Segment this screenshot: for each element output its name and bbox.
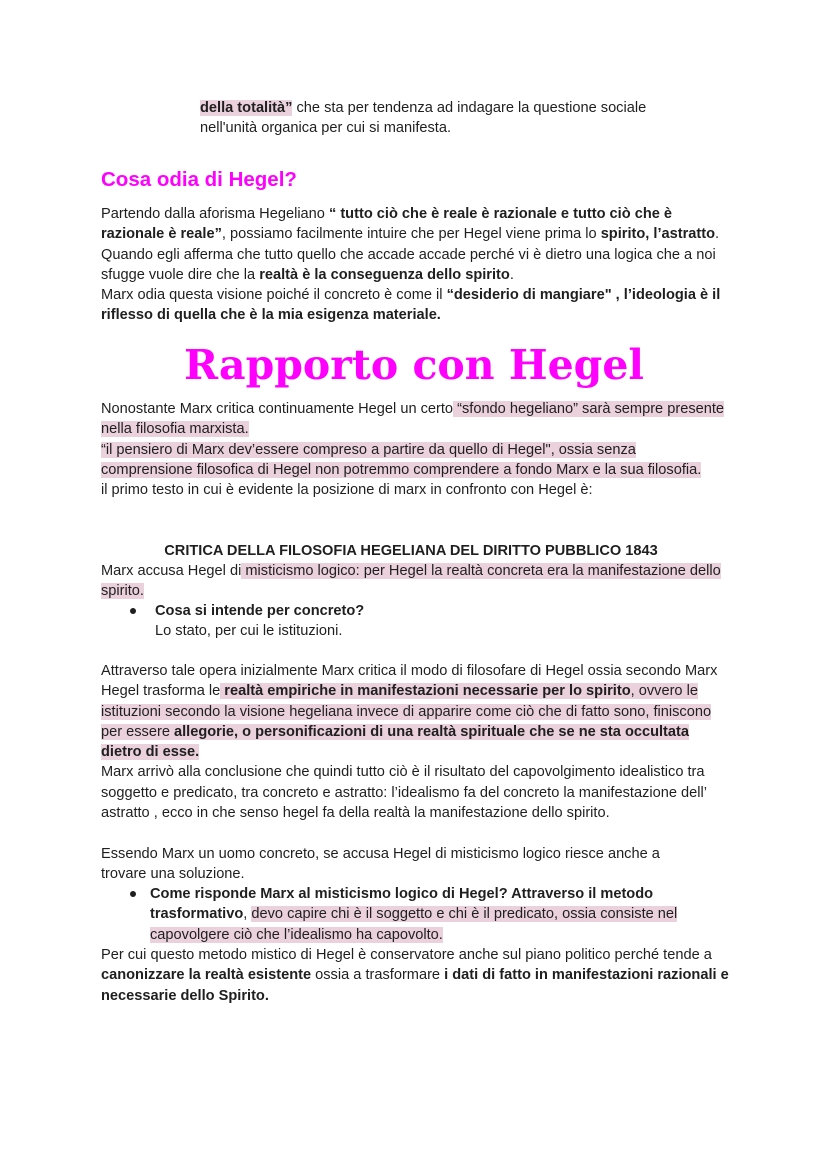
- section-heading-cosa-odia: Cosa odia di Hegel?: [101, 168, 297, 191]
- intro-paragraph: della totalità” che sta per tendenza ad indagare la questione sociale nell'unità organica per cui si manifesta.: [200, 100, 647, 137]
- section1-paragraph-1: Partendo dalla aforisma Hegeliano “ tutto ciò che è reale è razionale e tutto ciò che è razionale è reale”, possiamo facilmente intuire che per Hegel viene prima lo spirito, l’astratto. Quando egli afferma che tutto quello che accade accade perché vi è dietro una logica che a noi sfugge vuole dire che la realtà è la conseguenza dello spirito. Marx odia questa visione poiché il concreto è come il “desiderio di mangiare" , l’ideologia è il riflesso di quella che è la mia esigenza materiale.: [101, 206, 721, 324]
- section2-paragraph-1: Nonostante Marx critica continuamente Hegel un certo “sfondo hegeliano” sarà sempre presente nella filosofia marxista. “il pensiero di Marx dev’essere compreso a partire da quello di Hegel", ossia senza comprensione filosofica di Hegel non potremmo comprendere a fondo Marx e la sua filosofia. il primo testo in cui è evidente la posizione di marx in confronto con Hegel è:: [101, 401, 725, 499]
- bullet-concreto: Cosa si intende per concreto? Lo stato, per cui le istituzioni.: [155, 603, 365, 640]
- work-title: CRITICA DELLA FILOSOFIA HEGELIANA DEL DIRITTO PUBBLICO 1843: [164, 543, 658, 559]
- bullet-dot: [130, 608, 136, 614]
- section2-paragraph-soluzione: Essendo Marx un uomo concreto, se accusa Hegel di misticismo logico riesce anche a trovare una soluzione.: [101, 846, 660, 883]
- page-title-rapporto-con-hegel: Rapporto con Hegel: [184, 341, 644, 389]
- section2-paragraph-accusa: Marx accusa Hegel di misticismo logico: per Hegel la realtà concreta era la manifestazione dello spirito.: [101, 563, 721, 600]
- bullet-dot: [130, 891, 136, 897]
- intro-highlight: della totalità”: [200, 100, 293, 116]
- bullet-metodo-trasformativo: Come risponde Marx al misticismo logico di Hegel? Attraverso il metodo trasformativo, devo capire chi è il soggetto e chi è il predicato, ossia consiste nel capovolgere ciò che l’idealismo ha capovolto.: [150, 886, 678, 943]
- section2-paragraph-critica: Attraverso tale opera inizialmente Marx critica il modo di filosofare di Hegel ossia secondo Marx Hegel trasforma le realtà empiriche in manifestazioni necessarie per lo spirito, ovvero le istituzioni secondo la visione hegeliana invece di apparire come ciò che di fatto sono, finiscono per essere allegorie, o personificazioni di una realtà spirituale che se ne sta occultata dietro di esse. Marx arrivò alla conclusione che quindi tutto ciò è il risultato del capovolgimento idealistico tra soggetto e predicato, tra concreto e astratto: l’idealismo fa del concreto la manifestazione dell’ astratto , ecco in che senso hegel fa della realtà la manifestazione dello spirito.: [101, 663, 718, 822]
- section2-paragraph-conservatore: Per cui questo metodo mistico di Hegel è conservatore anche sul piano politico perché tende a canonizzare la realtà esistente ossia a trasformare i dati di fatto in manifestazioni razionali e necessarie dello Spirito.: [101, 947, 729, 1004]
